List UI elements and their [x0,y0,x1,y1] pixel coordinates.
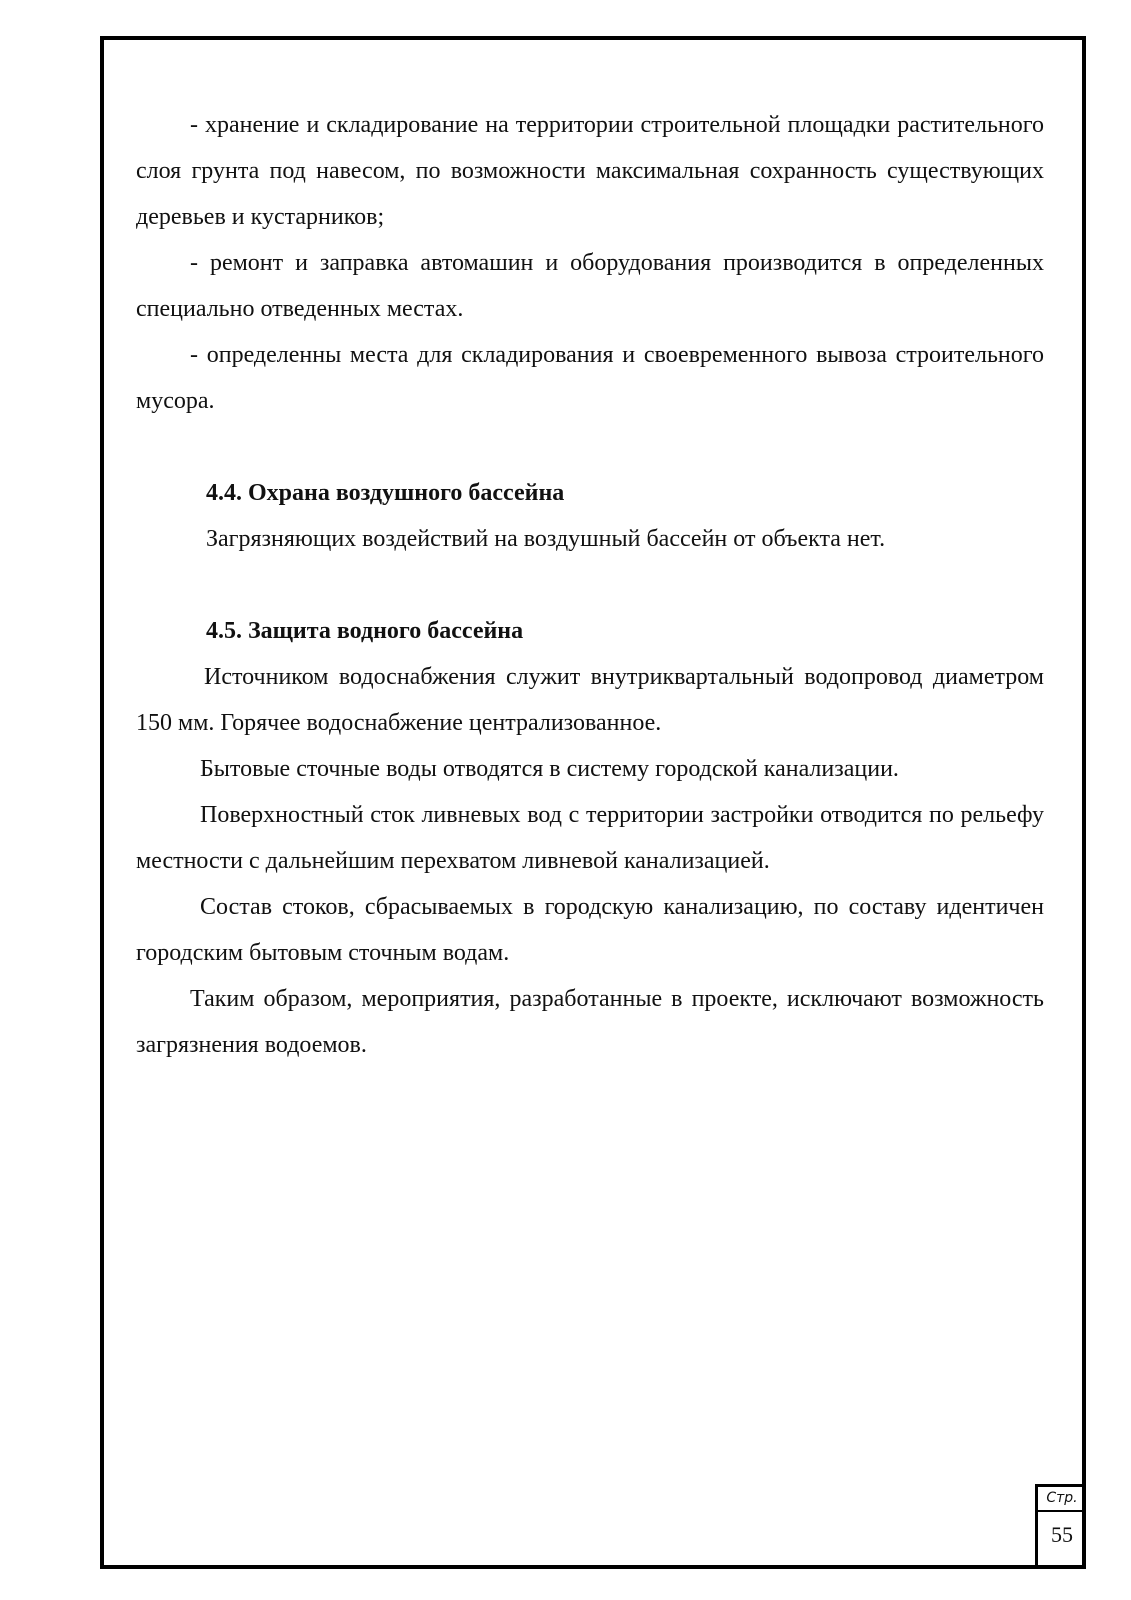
bullet-paragraph-waste: - определенны места для складирования и своевременного вывоза строительного мусора. [136,342,1044,414]
section-spacer [136,562,1044,608]
water-paragraph-conclusion: Таким образом, мероприятия, разработанные в проекте, исключают возможность загрязнения водоемов. [136,986,1044,1058]
water-paragraph-sewage: Бытовые сточные воды отводятся в систему городской канализации. [200,756,899,782]
water-paragraph-composition: Состав стоков, сбрасываемых в городскую канализацию, по составу идентичен городским бытовым сточным водам. [136,894,1044,966]
page-number-stamp [1035,1484,1086,1569]
water-paragraph-stormwater: Поверхностный сток ливневых вод с территории застройки отводится по рельефу местности с дальнейшим перехватом ливневой канализацией. [136,802,1044,874]
section-heading-air: 4.4. Охрана воздушного бассейна [206,480,565,506]
section-heading-water: 4.5. Защита водного бассейна [206,618,524,644]
section-text-air: Загрязняющих воздействий на воздушный бассейн от объекта нет. [206,526,886,552]
document-body [136,102,1044,1068]
water-paragraph-supply: Источником водоснабжения служит внутриквартальный водопровод диаметром 150 мм. Горячее водоснабжение централизованное. [136,664,1044,736]
page-number: 55 [1051,1522,1073,1547]
bullet-paragraph-repair: - ремонт и заправка автомашин и оборудования производится в определенных специально отведенных местах. [136,250,1044,322]
page-label: Стр. [1038,1487,1086,1512]
section-spacer [136,424,1044,470]
bullet-paragraph-storage: - хранение и складирование на территории строительной площадки растительного слоя грунта под навесом, по возможности максимальная сохранность существующих деревьев и кустарников; [136,112,1044,230]
